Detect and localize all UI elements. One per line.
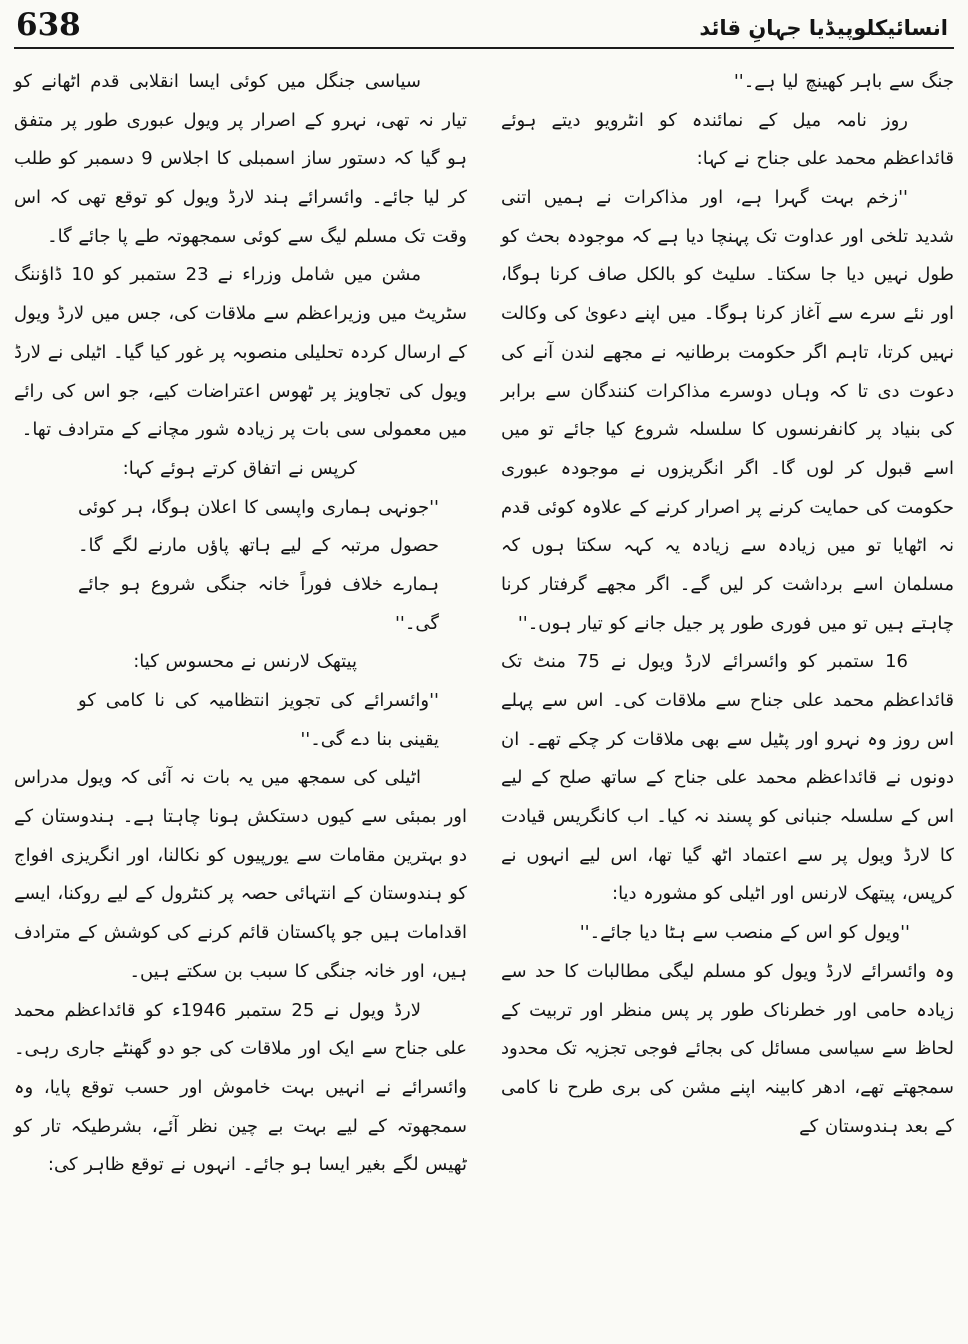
paragraph: مشن میں شامل وزراء نے 23 ستمبر کو 10 ڈاؤننگ سٹریٹ میں وزیراعظم سے ملاقات کی، جس میں لارڈ ویول کے ارسال کردہ تحلیلی منصوبہ پر غور کیا گیا۔ اٹیلی نے لارڈ ویول کی تجاویز پر ٹھوس اعتراضات کیے، جو اس کی رائے میں معمولی سی بات پر زیادہ شور مچانے کے مترادف تھا۔	[14, 264, 467, 441]
paragraph: پیتھک لارنس نے محسوس کیا:	[133, 651, 357, 673]
paragraph: وہ وائسرائے لارڈ ویول کو مسلم لیگی مطالبات کا حد سے زیادہ حامی اور خطرناک طور پر پس منظر اور تربیت کے لحاظ سے سیاسی مسائل کی بجائے فوجی تجزیہ تک محدود سمجھتے تھے، ادھر کابینہ اپنے مشن کی بری طرح نا کامی کے بعد ہندوستان کے	[501, 960, 954, 1137]
column-right	[501, 63, 954, 1185]
paragraph: اٹیلی کی سمجھ میں یہ بات نہ آئی کہ ویول مدراس اور بمبئی سے کیوں دستکش ہونا چاہتا ہے۔ ہندوستان کے دو بہترین مقامات سے یورپیوں کو نکالنا، اور انگریزی افواج کو ہندوستان کے انتہائی حصہ پر کنٹرول کے لیے روکنا، ایسے اقدامات ہیں جو پاکستان قائم کرنے کی کوشش کے مترادف ہیں، اور خانہ جنگی کا سبب بن سکتے ہیں۔	[14, 767, 467, 982]
paragraph: جنگ سے باہر کھینچ لیا ہے۔''	[733, 71, 954, 92]
page-header	[14, 8, 954, 47]
book-title: انسائیکلوپیڈیا جہانِ قائد	[699, 15, 948, 40]
paragraph: ''جونہی ہماری واپسی کا اعلان ہوگا، ہر کوئی حصول مرتبہ کے لیے ہاتھ پاؤں مارنے لگے گا۔ ہمارے خلاف فوراً خانہ جنگی شروع ہو جائے گی۔''	[78, 496, 439, 634]
paragraph: ''زخم بہت گہرا ہے، اور مذاکرات نے ہمیں اتنی شدید تلخی اور عداوت تک پہنچا دیا ہے کہ موجودہ بحث کو طول نہیں دیا جا سکتا۔ سلیٹ کو بالکل صاف کرنا ہوگا، اور نئے سرے سے آغاز کرنا ہوگا۔ میں اپنے دعویٰ کی وکالت نہیں کرتا، تاہم اگر حکومت برطانیہ نے مجھے لندن آنے کی دعوت دی تا کہ وہاں دوسرے مذاکرات کنندگان سے برابر کی بنیاد پر کانفرنسوں کا سلسلہ شروع کیا جائے تو میں اسے قبول کر لوں گا۔ اگر انگریزوں نے موجودہ عبوری حکومت کی حمایت کرنے پر اصرار کرنے کے علاوہ کوئی قدم نہ اٹھایا تو میں زیادہ سے زیادہ یہ کہہ سکتا ہوں کہ مسلمان اسے برداشت کر لیں گے۔ اگر مجھے گرفتار کرنا چاہتے ہیں تو میں فوری طور پر جیل جانے کو تیار ہوں۔''	[501, 187, 954, 634]
paragraph: ''وائسرائے کی تجویز انتظامیہ کی نا کامی کو یقینی بنا دے گی۔''	[78, 690, 439, 750]
text-columns	[14, 63, 954, 1185]
paragraph: روز نامہ میل کے نمائندہ کو انٹرویو دیتے ہوئے قائداعظم محمد علی جناح نے کہا:	[501, 109, 954, 170]
header-rule	[14, 47, 954, 49]
paragraph: کرپس نے اتفاق کرتے ہوئے کہا:	[122, 457, 357, 479]
paragraph: لارڈ ویول نے 25 ستمبر 1946ء کو قائداعظم محمد علی جناح سے ایک اور ملاقات کی جو دو گھنٹے جاری رہی۔ وائسرائے نے انہیں بہت خاموش اور حسب توقع پایا، وہ سمجھوتہ کے لیے بہت بے چین نظر آئے، بشرطیکہ تار کو ٹھیس لگے بغیر ایسا ہو جائے۔ انہوں نے توقع ظاہر کی:	[14, 999, 467, 1176]
paragraph: 16 ستمبر کو وائسرائے لارڈ ویول نے 75 منٹ تک قائداعظم محمد علی جناح سے ملاقات کی۔ اس سے پہلے اس روز وہ نہرو اور پٹیل سے بھی ملاقات کر چکے تھے۔ ان دونوں نے قائداعظم محمد علی جناح کے ساتھ صلح کے لیے اس کے سلسلہ جنبانی کو پسند نہ کیا۔ اب کانگریس قیادت کا لارڈ ویول پر سے اعتماد اٹھ گیا تھا، اس لیے انہوں نے کرپس، پیتھک لارنس اور اٹیلی کو مشورہ دیا:	[501, 651, 954, 905]
page-number: 638	[16, 7, 81, 43]
paragraph: سیاسی جنگل میں کوئی ایسا انقلابی قدم اٹھانے کو تیار نہ تھی، نہرو کے اصرار پر ویول عبوری طور پر متفق ہو گیا کہ دستور ساز اسمبلی کا اجلاس 9 دسمبر کو طلب کر لیا جائے۔ وائسرائے ہند لارڈ ویول کو توقع تھی کہ اس وقت تک مسلم لیگ سے کوئی سمجھوتہ طے پا جائے گا۔	[14, 71, 467, 247]
paragraph: ''ویول کو اس کے منصب سے ہٹا دیا جائے۔''	[579, 922, 910, 944]
column-left	[14, 63, 467, 1185]
